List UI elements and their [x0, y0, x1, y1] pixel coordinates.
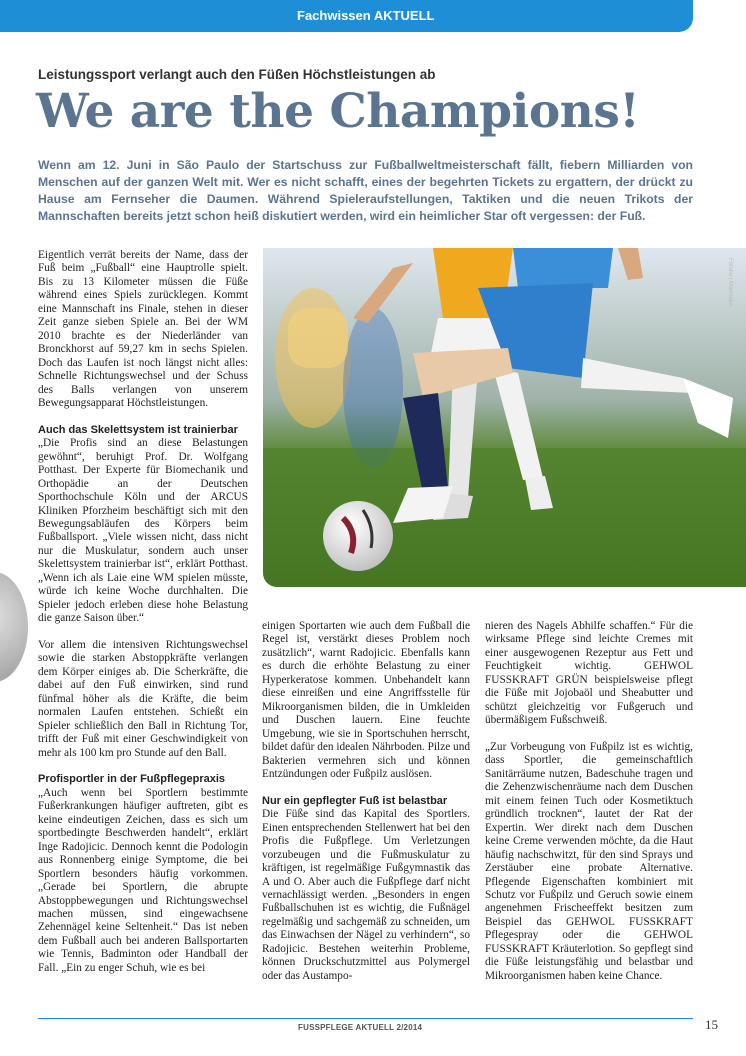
paragraph: „Auch wenn bei Sportlern bestimmte Fußerkrankungen häufiger auftreten, gibt es keine eindeutigen Zeichen, dass es sich um sportbedingte Beschwerden handelt“, erklärt Inge Radojicic. Dennoch kennt die Podologin aus Ronnenberg einige Symptome, die bei Sportlern besonders häufig vorkommen. „Gerade bei Sportlern, die abrupte Abstoppbewegungen und Richtungswechsel machen müssen, sind eingewachsene Zehennägel keine Seltenheit.“ Das ist neben dem Fußball auch bei anderen Ballsportarten wie Tennis, Badminton oder Handball der Fall. „Ein zu enger Schuh, wie es bei [38, 786, 248, 974]
football-photo [263, 248, 746, 587]
article-column-1 [38, 249, 248, 975]
decorative-circle [0, 572, 28, 682]
photo-credit: Fotolia | Marmajuk [727, 258, 733, 308]
paragraph: Eigentlich verrät bereits der Name, dass der Fuß beim „Fußball“ eine Hauptrolle spielt. Bis zu 13 Kilometer müssen die Füße während eines Spiels zurücklegen. Kommt eine Mannschaft ins Finale, stehen in dieser Zeit ganze sieben Spiele an. Bei der WM 2010 brachte es der Niederländer van Bronckhorst auf 59,27 km in sechs Spielen. Doch das Laufen ist noch längst nicht alles: Schnelle Richtungswechsel und der Schuss des Balls verlangen von unserem Bewegungsapparat Höchstleistungen. [38, 249, 248, 409]
paragraph: „Die Profis sind an diese Belastungen gewöhnt“, beruhigt Prof. Dr. Wolfgang Potthast. Der Experte für Biomechanik und Orthopädie an der Deutschen Sporthochschule Köln und der ARCUS Kliniken Pforzheim beschäftigt sich mit den Bewegungsabläufen des Körpers beim Fußballsport. „Viele wissen nicht, dass nicht nur die Muskulatur, sondern auch unser Skelettsystem trainierbar ist“, erklärt Potthast. „Wenn ich als Laie eine WM spielen müsste, würde ich keine Woche durchhalten. Die Spieler jedoch erleben diese hohe Belastung die ganze Saison über.“ [38, 437, 248, 625]
subheading: Nur ein gepflegter Fuß ist belastbar [262, 794, 448, 807]
article-lead: Wenn am 12. Juni in São Paulo der Startschuss zur Fußballweltmeisterschaft fällt, fiebern Milliarden von Menschen auf der ganzen Welt mit. Wer es nicht schafft, eines der begehrten Tickets zu ergattern, der drückt zu Hause am Fernseher die Daumen. Während Spieleraufstellungen, Taktiken und die neuen Trikots der Mannschaften bereits jetzt schon heiß diskutiert werden, wird ein heimlicher Star oft vergessen: der Fuß. [38, 158, 693, 223]
footer-divider [38, 1018, 693, 1019]
subheading: Profisportler in der Fußpflegepraxis [38, 773, 226, 786]
publication-footer: FUSSPFLEGE AKTUELL 2/2014 [298, 1023, 423, 1032]
article-column-3 [485, 620, 693, 983]
page-number: 15 [705, 1017, 718, 1032]
paragraph: Vor allem die intensiven Richtungswechsel sowie die starken Abstoppkräfte verlangen dem Körper einiges ab. Die Scherkräfte, die dabei auf den Fuß einwirken, sind rund fünfmal höher als die Kräfte, die beim normalen Laufen entstehen. Schießt ein Spieler schließlich den Ball in Richtung Tor, trifft der Fuß mit einer Geschwindigkeit von mehr als 100 km pro Stunde auf den Ball. [38, 639, 248, 759]
article-title: We are the Champions! [36, 84, 640, 139]
players-illustration [263, 248, 746, 587]
section-header-bar [0, 0, 693, 32]
article-column-2 [262, 620, 470, 983]
section-label: Fachwissen AKTUELL [297, 8, 435, 23]
subheading: Auch das Skelettsystem ist trainierbar [38, 423, 238, 436]
paragraph: einigen Sportarten wie auch dem Fußball die Regel ist, verstärkt dieses Problem noch zusätzlich“, warnt Radojicic. Ebenfalls kann es durch die erhöhte Belastung zu einer Hyperkeratose kommen. Unbehandelt kann diese einreißen und eine Angriffsstelle für Mikroorganismen bilden, die in Umkleiden und Duschen lauern. Eine feuchte Umgebung, wie sie in Sportschuhen herrscht, bildet dafür den idealen Nährboden. Pilze und Bakterien vermehren sich und können Entzündungen oder Fußpilz auslösen. [262, 620, 470, 780]
article-kicker: Leistungssport verlangt auch den Füßen Höchstleistungen ab [38, 67, 436, 82]
paragraph: nieren des Nagels Abhilfe schaffen.“ Für die wirksame Pflege sind leichte Cremes mit einer ausgewogenen Rezeptur aus Fett und Feuchtigkeit wichtig. GEHWOL FUSSKRAFT GRÜN beispielsweise pflegt die Füße mit Jojobaöl und Sheabutter und schützt gleichzeitig vor Fußgeruch und übermäßigem Fußschweiß. [485, 620, 693, 727]
paragraph: Die Füße sind das Kapital des Sportlers. Einen entsprechenden Stellenwert hat bei den Profis die Fußpflege. Um Verletzungen vorzubeugen und die Fußmuskulatur zu kräftigen, ist regelmäßige Fußgymnastik das A und O. Aber auch die Fußpflege darf nicht vernachlässigt werden. „Besonders in engen Fußballschuhen ist es wichtig, die Fußnägel regelmäßig und sachgemäß zu schneiden, um das Einwachsen der Nägel zu verhindern“, so Radojicic. Bestehen weiterhin Probleme, können Druckschutzmittel aus Polymergel oder das Austampo- [262, 808, 470, 982]
paragraph: „Zur Vorbeugung von Fußpilz ist es wichtig, dass Sportler, die gemeinschaftlich Sanitärräume nutzen, Badeschuhe tragen und die Zehenzwischenräume nach dem Duschen mit einem feinen Tuch oder Kosmetiktuch gründlich trocknen“, lautet der Rat der Expertin. Wer direkt nach dem Duschen keine Creme verwenden möchte, da die Haut häufig nachschwitzt, für den sind Sprays und Zerstäuber eine probate Alternative. Pflegende Eigenschaften kombiniert mit Schutz vor Fußpilz und Geruch sowie einem angenehmen Frischeeffekt besitzen zum Beispiel das GEHWOL FUSSKRAFT Pflegespray oder die GEHWOL FUSSKRAFT Kräuterlotion. So gepflegt sind die Füße leistungsfähig und belastbar und Mikroorganismen haben keine Chance. [485, 741, 693, 982]
